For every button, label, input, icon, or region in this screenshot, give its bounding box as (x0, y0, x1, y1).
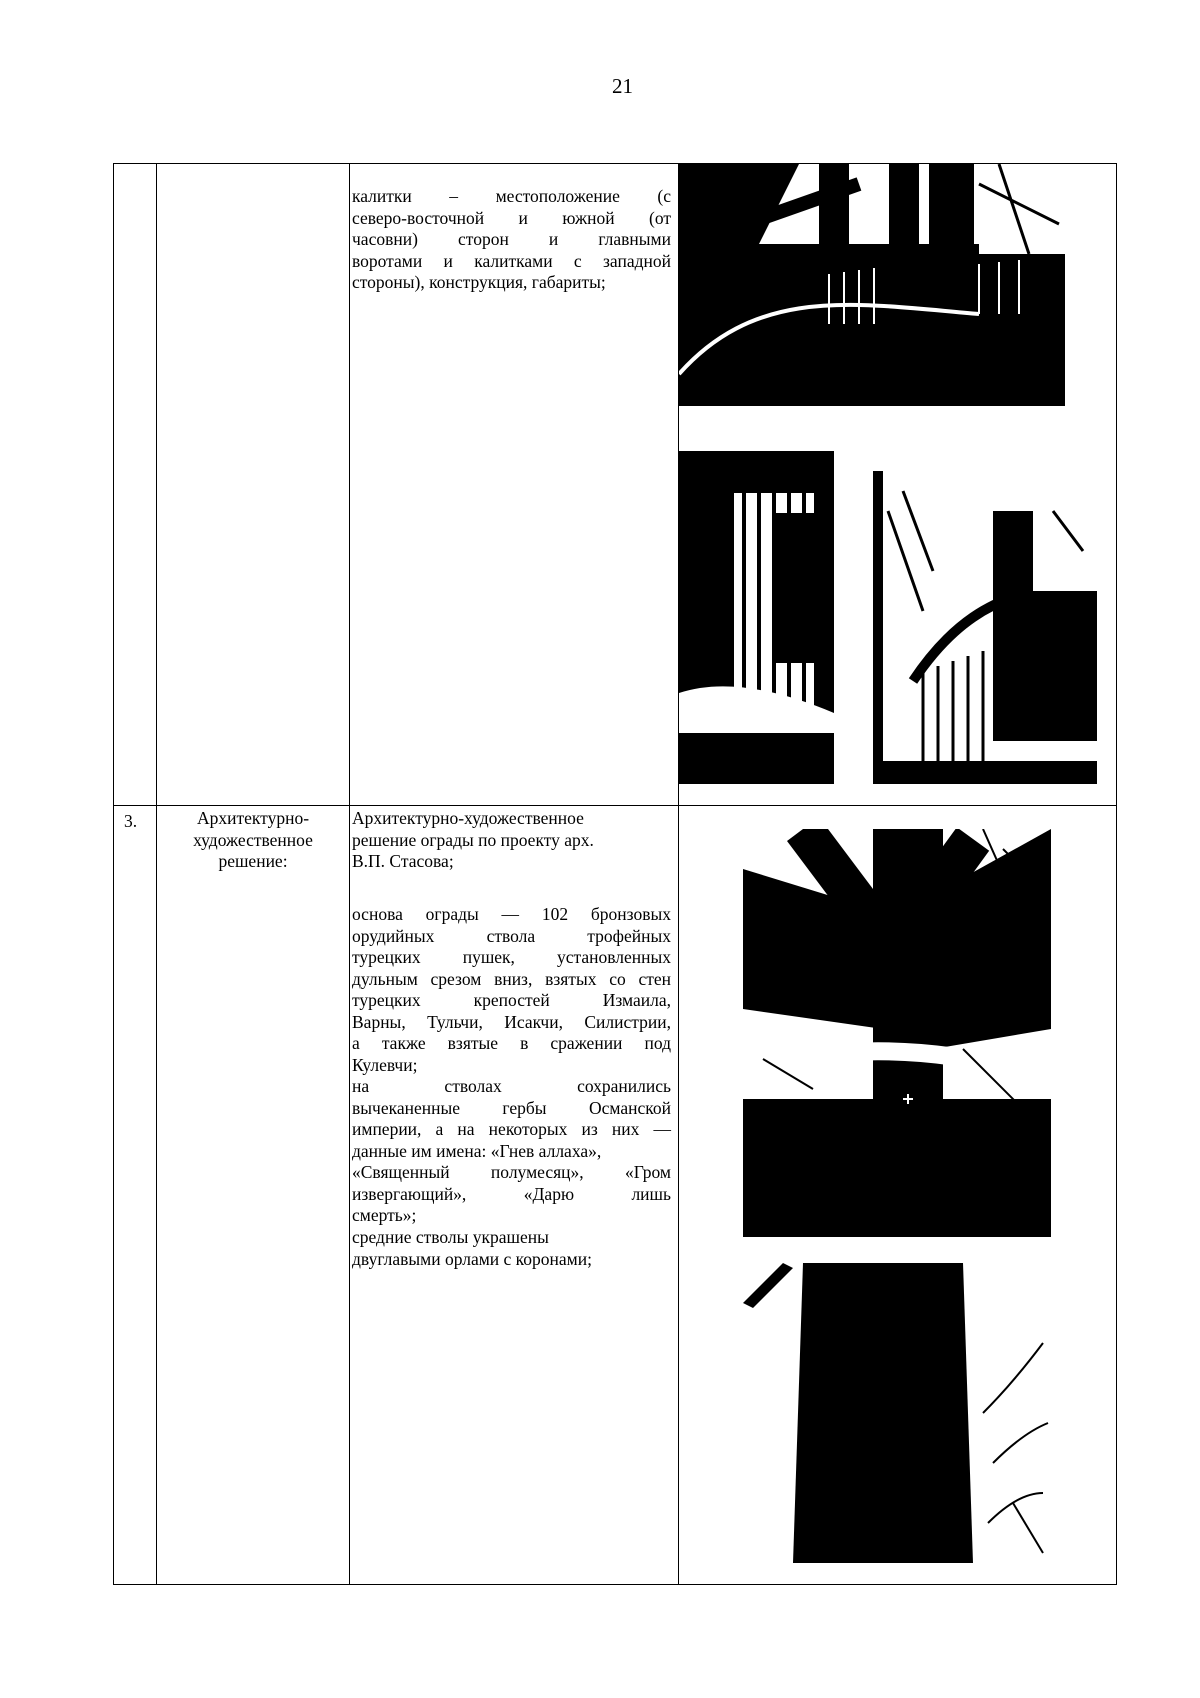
table-border-bottom (113, 1584, 1117, 1585)
text-line: основа ограды — 102 бронзовых (352, 904, 671, 924)
text-line: калитки – местоположение (с (352, 186, 671, 206)
section-line: художественное (193, 829, 313, 850)
text-line: средние стволы украшены (352, 1227, 549, 1247)
text-line: Архитектурно-художественное (352, 808, 584, 828)
section-title (158, 808, 348, 873)
page-number: 21 (612, 74, 633, 98)
text-line: а также взятые в сражении под (352, 1033, 671, 1053)
text-line: часовни) сторон и главными (352, 229, 671, 249)
gates-description (352, 186, 671, 294)
text-line: северо-восточной и южной (от (352, 207, 671, 228)
fence-chain-photo (679, 164, 1065, 406)
text-line: смерть»; (352, 1205, 417, 1225)
text-line: двуглавыми орлами с коронами; (352, 1248, 592, 1269)
cannon-barrel-photo (743, 1263, 1051, 1563)
column-divider-1 (156, 163, 157, 1585)
text-line: стороны), конструкция, габариты; (352, 272, 606, 292)
text-line: решение ограды по проекту арх. (352, 829, 594, 850)
row-divider (113, 805, 1117, 806)
text-line: турецких пушек, установленных (352, 947, 671, 967)
table-border-right (1116, 163, 1117, 1585)
column-divider-2 (349, 163, 350, 1585)
gate-with-chains-photo (873, 471, 1097, 784)
row-number: 3. (124, 811, 138, 831)
text-line: Кулевчи; (352, 1054, 418, 1075)
section-line: Архитектурно- (196, 808, 310, 828)
text-line: В.П. Стасова; (352, 851, 454, 871)
fence-base-para (352, 904, 671, 1076)
text-line: империи, а на некоторых из них — (352, 1119, 671, 1139)
table-border-left (113, 163, 114, 1585)
text-line: дульным срезом вниз, взятых со стен (352, 968, 671, 989)
text-line: данные им имена: «Гнев аллаха», (352, 1140, 602, 1161)
text-line: Варны, Тульчи, Исакчи, Силистрии, (352, 1011, 671, 1032)
text-line: орудийных ствола трофейных (352, 925, 671, 946)
monument-table (113, 163, 1117, 1585)
text-line: воротами и калитками с западной (352, 250, 671, 271)
architectural-design-para (352, 808, 672, 873)
text-line: вычеканенные гербы Османской (352, 1097, 671, 1118)
double-headed-eagle-photo (743, 829, 1051, 1237)
eagles-para (352, 1227, 672, 1270)
text-line: турецких крепостей Измаила, (352, 990, 671, 1010)
text-line: извергающий», «Дарю лишь (352, 1183, 671, 1204)
text-line: на стволах сохранились (352, 1076, 671, 1096)
gate-pillar-photo (679, 433, 834, 784)
coats-of-arms-para (352, 1076, 671, 1227)
section-line: решение: (218, 851, 288, 871)
text-line: «Священный полумесяц», «Гром (352, 1162, 671, 1182)
